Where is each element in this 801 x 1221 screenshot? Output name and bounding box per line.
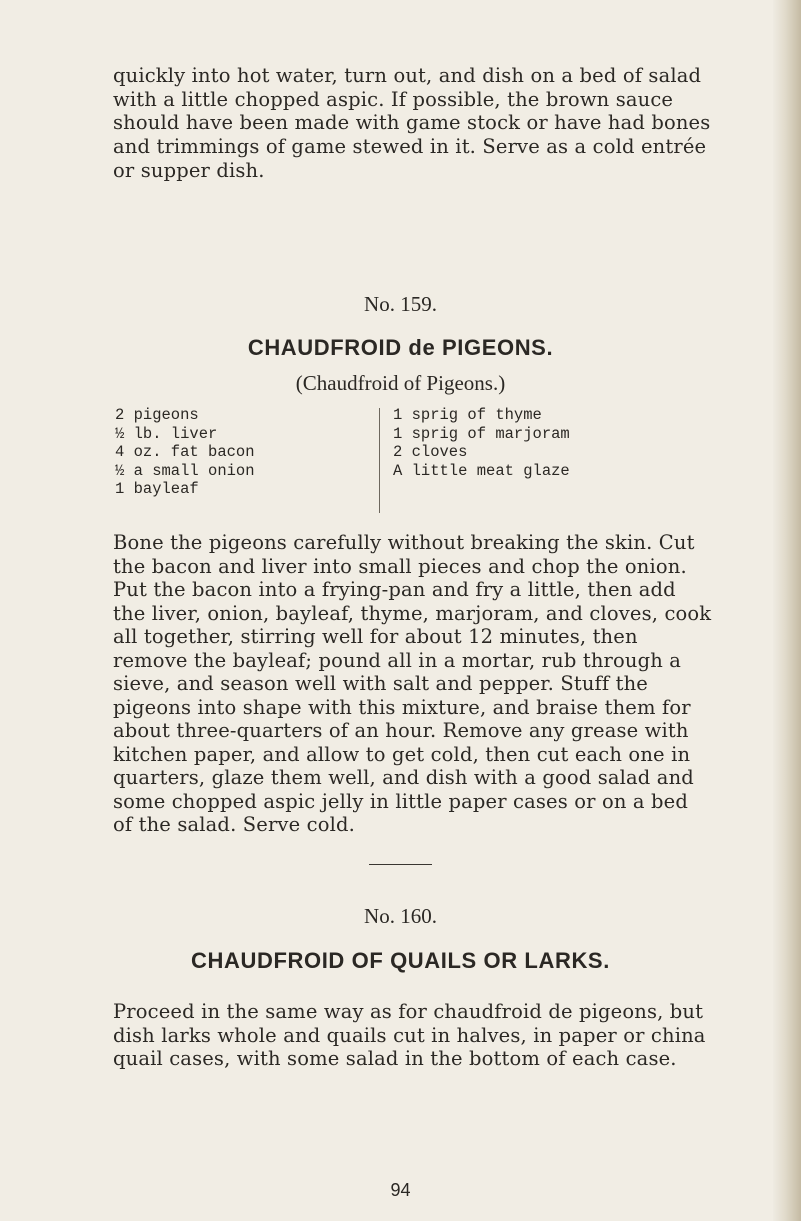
ingredient-item: ½ a small onion xyxy=(115,461,255,480)
ingredient-item: 2 cloves xyxy=(393,443,468,461)
recipe-160-number: No. 160. xyxy=(364,904,437,928)
recipe-159-title: CHAUDFROID de PIGEONS. xyxy=(247,335,554,360)
ingredient-item: 2 pigeons xyxy=(115,406,199,424)
section-divider xyxy=(369,864,432,865)
recipe-160-method: Proceed in the same way as for chaudfroid de pigeons, but dish larks whole and quails cut in halves, in paper or china quail cases, with some salad in the bottom of each case. xyxy=(113,1000,706,1070)
recipe-159-number: No. 159. xyxy=(364,292,437,316)
ingredient-item: ½ lb. liver xyxy=(115,424,218,443)
ingredient-item: 4 oz. fat bacon xyxy=(115,443,255,461)
ingredient-item: A little meat glaze xyxy=(393,461,570,480)
page-number: 94 xyxy=(390,1180,411,1200)
recipe-159-method: Bone the pigeons carefully without breaking the skin. Cut the bacon and liver into small pieces and chop the onion. Put the bacon into a frying-pan and fry a little, then add the liver, onion, bayleaf, thyme, marjoram, and cloves, cook all together, stirring well for about 12 minutes, then remove the bayleaf; pound all in a mortar, rub through a sieve, and season well with salt and pepper. Stuff the pigeons into shape with this mixture, and braise them for about three-quarters of an hour. Remove any grease with kitchen paper, and allow to get cold, then cut each one in quarters, glaze them well, and dish with a good salad and some chopped aspic jelly in little paper cases or on a bed of the salad. Serve cold. xyxy=(113,531,712,836)
intro-paragraph: quickly into hot water, turn out, and dish on a bed of salad with a little chopped aspic. If possible, the brown sauce should have been made with game stock or have had bones and trimmings of game stewed in it. Serve as a cold entrée or supper dish. xyxy=(113,64,711,182)
recipe-160-title: CHAUDFROID OF QUAILS OR LARKS. xyxy=(191,948,610,973)
ingredients-right-column xyxy=(393,406,570,480)
ingredient-item: 1 sprig of thyme xyxy=(393,406,542,424)
recipe-159-subtitle: (Chaudfroid of Pigeons.) xyxy=(295,371,506,395)
ingredient-item: 1 bayleaf xyxy=(115,480,199,498)
recipe-159-ingredients xyxy=(113,406,713,514)
ingredients-left-column xyxy=(115,406,255,499)
ingredient-item: 1 sprig of marjoram xyxy=(393,424,570,443)
ingredients-column-rule xyxy=(379,408,380,513)
